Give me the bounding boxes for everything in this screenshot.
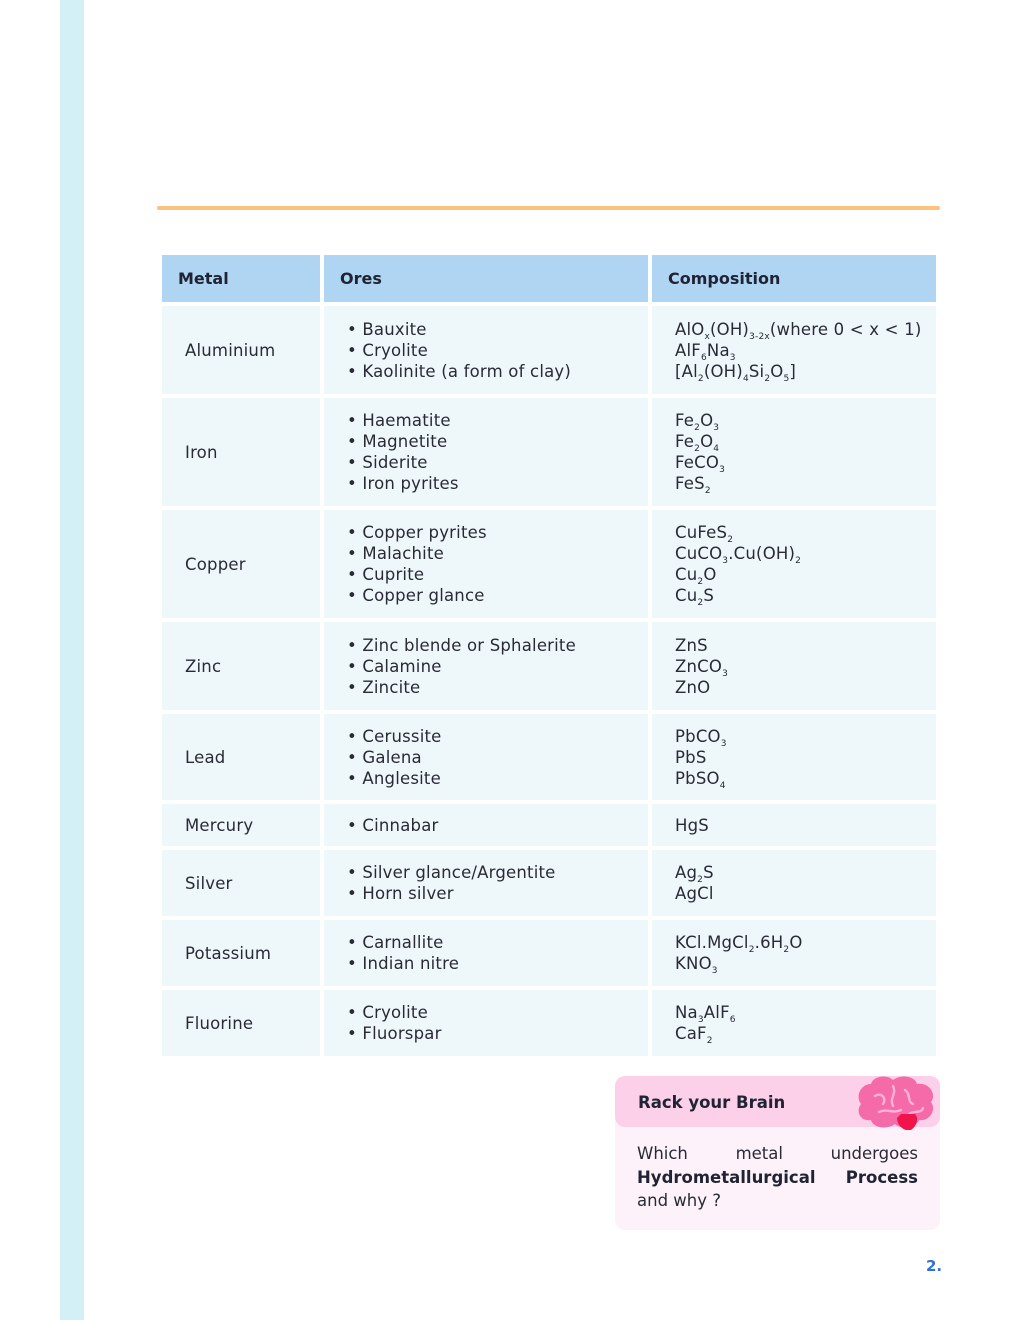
- ores-cell: [324, 714, 648, 800]
- composition-cell: [652, 804, 936, 846]
- bullet-icon: •: [347, 635, 363, 655]
- formula-part: AgCl: [675, 884, 714, 903]
- ore-name: Cuprite: [362, 565, 425, 584]
- formula: [675, 340, 935, 361]
- formula-subscript: 2: [764, 373, 771, 384]
- rack-text-end: and why ?: [637, 1191, 722, 1210]
- ore-name: Calamine: [362, 656, 442, 676]
- ore-item: [347, 656, 647, 677]
- formula-part: (OH): [710, 319, 750, 339]
- ore-name: Bauxite: [362, 319, 427, 339]
- bullet-icon: •: [347, 954, 363, 973]
- ore-name: Cinnabar: [362, 815, 439, 835]
- bullet-icon: •: [347, 544, 363, 563]
- ore-item: [347, 677, 647, 698]
- composition-cell: [652, 990, 936, 1056]
- formula-subscript: 4: [713, 444, 720, 454]
- ore-item: [347, 635, 647, 656]
- brain-icon: [853, 1074, 937, 1130]
- bullet-icon: •: [347, 453, 363, 472]
- formula-subscript: 2: [727, 535, 734, 545]
- formula-part: PbSO: [675, 768, 720, 788]
- formula: [675, 1002, 935, 1023]
- formula-part: HgS: [675, 815, 709, 835]
- formula-part: Ag: [675, 863, 698, 882]
- ore-item: [347, 883, 647, 904]
- ore-item: [347, 564, 647, 585]
- formula-part: Si: [748, 361, 765, 381]
- formula-subscript: 2: [748, 945, 755, 955]
- formula-part: S: [703, 586, 715, 605]
- metal-cell: Zinc: [162, 622, 320, 710]
- rack-text-bold: Hydrometallurgical Process: [637, 1167, 918, 1187]
- metal-cell: Aluminium: [162, 306, 320, 394]
- header-composition: Composition: [652, 255, 936, 302]
- ore-item: [347, 452, 647, 473]
- page-number: 2.: [926, 1257, 943, 1275]
- ore-name: Copper pyrites: [362, 523, 487, 542]
- bullet-icon: •: [347, 565, 363, 584]
- formula-subscript: 2: [697, 875, 704, 885]
- ore-item: [347, 953, 647, 974]
- table-row: [162, 714, 936, 800]
- ores-cell: [324, 306, 648, 394]
- formula-subscript: 3-2x: [749, 331, 770, 342]
- ore-name: Iron pyrites: [362, 474, 459, 493]
- bullet-icon: •: [347, 523, 363, 542]
- ore-item: [347, 585, 647, 606]
- ores-cell: [324, 990, 648, 1056]
- table-row: [162, 804, 936, 846]
- ores-cell: [324, 398, 648, 506]
- ore-item: [347, 768, 647, 789]
- table-row: [162, 920, 936, 986]
- formula: [675, 473, 935, 494]
- bullet-icon: •: [347, 747, 363, 767]
- formula-subscript: 6: [729, 1015, 736, 1025]
- table-row: [162, 850, 936, 916]
- bullet-icon: •: [347, 656, 363, 676]
- formula-subscript: 2: [694, 423, 701, 433]
- ore-name: Indian nitre: [362, 954, 460, 973]
- formula-part: Fe: [675, 411, 695, 430]
- formula-subscript: 6: [700, 352, 707, 363]
- bullet-icon: •: [347, 863, 363, 882]
- rack-text-start: Which metal undergoes: [637, 1144, 918, 1163]
- composition-cell: [652, 306, 936, 394]
- bullet-icon: •: [347, 677, 363, 697]
- formula-part: .6H: [754, 933, 784, 952]
- composition-cell: [652, 622, 936, 710]
- formula: [675, 726, 935, 747]
- composition-cell: [652, 714, 936, 800]
- formula-subscript: 4: [742, 373, 749, 384]
- ore-item: [347, 815, 647, 836]
- ore-item: [347, 1002, 647, 1023]
- ore-item: [347, 473, 647, 494]
- ore-name: Kaolinite (a form of clay): [362, 361, 572, 381]
- side-accent-bar: [60, 0, 84, 1320]
- formula: [675, 862, 935, 883]
- ore-name: Fluorspar: [362, 1024, 442, 1043]
- ores-cell: [324, 510, 648, 618]
- ore-name: Cryolite: [362, 340, 428, 360]
- bullet-icon: •: [347, 319, 363, 339]
- ore-name: Galena: [362, 747, 422, 767]
- metal-cell: Iron: [162, 398, 320, 506]
- formula: [675, 564, 935, 585]
- ore-item: [347, 932, 647, 953]
- formula: [675, 410, 935, 431]
- bullet-icon: •: [347, 474, 363, 493]
- formula-part: KNO: [675, 954, 712, 973]
- formula-part: CaF: [675, 1024, 707, 1043]
- metal-cell: Copper: [162, 510, 320, 618]
- formula-part: PbS: [675, 747, 707, 767]
- composition-cell: [652, 920, 936, 986]
- formula: [675, 883, 935, 904]
- bullet-icon: •: [347, 361, 363, 381]
- ore-item: [347, 340, 647, 361]
- formula-subscript: 5: [783, 373, 790, 384]
- metal-cell: Fluorine: [162, 990, 320, 1056]
- formula-part: ZnS: [675, 635, 708, 655]
- formula: [675, 1023, 935, 1044]
- ore-name: Copper glance: [362, 586, 485, 605]
- formula-part: CuFeS: [675, 523, 728, 542]
- formula-subscript: 2: [697, 598, 704, 608]
- bullet-icon: •: [347, 815, 363, 835]
- ore-name: Zincite: [362, 677, 421, 697]
- table-row: [162, 990, 936, 1056]
- formula-subscript: 2: [706, 1036, 713, 1046]
- ore-name: Horn silver: [362, 884, 454, 903]
- formula-part: Na: [706, 340, 730, 360]
- formula-subscript: 2: [697, 373, 704, 384]
- formula-subscript: 2: [795, 556, 802, 566]
- formula-part: ]: [789, 361, 797, 381]
- ore-name: Haematite: [362, 411, 451, 430]
- formula-subscript: 3: [711, 966, 718, 976]
- formula: [675, 543, 935, 564]
- composition-cell: [652, 850, 936, 916]
- header-metal: Metal: [162, 255, 320, 302]
- formula-part: (OH): [703, 361, 743, 381]
- formula-subscript: 3: [720, 738, 727, 749]
- formula-part: O: [700, 411, 714, 430]
- bullet-icon: •: [347, 411, 363, 430]
- bullet-icon: •: [347, 884, 363, 903]
- ore-name: Silver glance/Argentite: [362, 863, 556, 882]
- header-rule: [157, 206, 940, 210]
- ore-name: Zinc blende or Sphalerite: [362, 635, 576, 655]
- bullet-icon: •: [347, 1003, 363, 1022]
- formula-subscript: 2: [704, 486, 711, 496]
- formula-subscript: 2: [783, 945, 790, 955]
- formula-subscript: 2: [697, 577, 704, 587]
- bullet-icon: •: [347, 768, 363, 788]
- formula-part: CuCO: [675, 544, 723, 563]
- formula-subscript: 2: [694, 444, 701, 454]
- ore-item: [347, 431, 647, 452]
- bullet-icon: •: [347, 340, 363, 360]
- ore-item: [347, 726, 647, 747]
- metal-cell: Potassium: [162, 920, 320, 986]
- formula-part: [Al: [675, 361, 698, 381]
- table-row: [162, 510, 936, 618]
- formula-part: (where 0 < x < 1): [769, 319, 922, 339]
- table-row: [162, 398, 936, 506]
- formula-part: S: [703, 863, 714, 882]
- formula-subscript: x: [704, 331, 710, 342]
- ore-name: Siderite: [362, 453, 428, 472]
- ore-name: Magnetite: [362, 432, 448, 451]
- ore-item: [347, 319, 647, 340]
- formula: [675, 585, 935, 606]
- ore-item: [347, 862, 647, 883]
- ore-name: Anglesite: [362, 768, 441, 788]
- composition-cell: [652, 510, 936, 618]
- header-ores: Ores: [324, 255, 648, 302]
- ores-cell: [324, 622, 648, 710]
- formula-part: PbCO: [675, 726, 721, 746]
- metal-cell: Mercury: [162, 804, 320, 846]
- formula-part: ZnCO: [675, 656, 723, 676]
- formula-part: Cu: [675, 586, 698, 605]
- composition-cell: [652, 398, 936, 506]
- formula-part: AlO: [675, 319, 705, 339]
- formula: [675, 768, 935, 789]
- ore-item: [347, 747, 647, 768]
- formula-part: Cu: [675, 565, 698, 584]
- formula-subscript: 3: [722, 556, 729, 566]
- formula: [675, 361, 935, 382]
- formula-part: FeCO: [675, 453, 720, 472]
- ore-item: [347, 522, 647, 543]
- formula-part: FeS: [675, 474, 705, 493]
- formula-subscript: 3: [713, 423, 720, 433]
- rack-title: Rack your Brain: [638, 1093, 786, 1112]
- ores-cell: [324, 850, 648, 916]
- bullet-icon: •: [347, 1024, 363, 1043]
- formula-part: Na: [675, 1003, 698, 1022]
- rack-your-brain-box: [615, 1076, 940, 1230]
- formula-part: KCl.MgCl: [675, 933, 749, 952]
- ore-item: [347, 543, 647, 564]
- formula: [675, 677, 935, 698]
- formula: [675, 452, 935, 473]
- formula-subscript: 4: [719, 780, 726, 791]
- ore-item: [347, 361, 647, 382]
- ore-item: [347, 410, 647, 431]
- ore-name: Carnallite: [362, 933, 444, 952]
- formula-part: .Cu(OH): [728, 544, 796, 563]
- formula-subscript: 3: [697, 1015, 704, 1025]
- ore-name: Malachite: [362, 544, 444, 563]
- formula-part: O: [789, 933, 803, 952]
- formula-subscript: 3: [722, 668, 729, 679]
- rack-question: [637, 1142, 918, 1213]
- table-header-row: [162, 255, 936, 302]
- formula-part: AlF: [703, 1003, 730, 1022]
- ores-cell: [324, 804, 648, 846]
- bullet-icon: •: [347, 933, 363, 952]
- formula-part: ZnO: [675, 677, 711, 697]
- bullet-icon: •: [347, 432, 363, 451]
- formula: [675, 932, 935, 953]
- formula: [675, 319, 935, 340]
- formula: [675, 522, 935, 543]
- formula-part: AlF: [675, 340, 701, 360]
- ores-cell: [324, 920, 648, 986]
- ore-item: [347, 1023, 647, 1044]
- formula-subscript: 3: [719, 465, 725, 475]
- table-row: [162, 306, 936, 394]
- metal-cell: Lead: [162, 714, 320, 800]
- metal-cell: Silver: [162, 850, 320, 916]
- table-row: [162, 622, 936, 710]
- formula: [675, 747, 935, 768]
- ore-name: Cryolite: [362, 1003, 428, 1022]
- ores-table: [158, 251, 940, 1060]
- formula: [675, 953, 935, 974]
- formula: [675, 815, 935, 836]
- formula: [675, 431, 935, 452]
- formula: [675, 656, 935, 677]
- bullet-icon: •: [347, 726, 363, 746]
- formula-part: Fe: [675, 432, 695, 451]
- ore-name: Cerussite: [362, 726, 442, 746]
- formula-part: O: [770, 361, 784, 381]
- formula: [675, 635, 935, 656]
- formula-part: O: [700, 432, 714, 451]
- rack-header: [615, 1076, 940, 1127]
- formula-part: O: [703, 565, 717, 584]
- bullet-icon: •: [347, 586, 363, 605]
- formula-subscript: 3: [729, 352, 736, 363]
